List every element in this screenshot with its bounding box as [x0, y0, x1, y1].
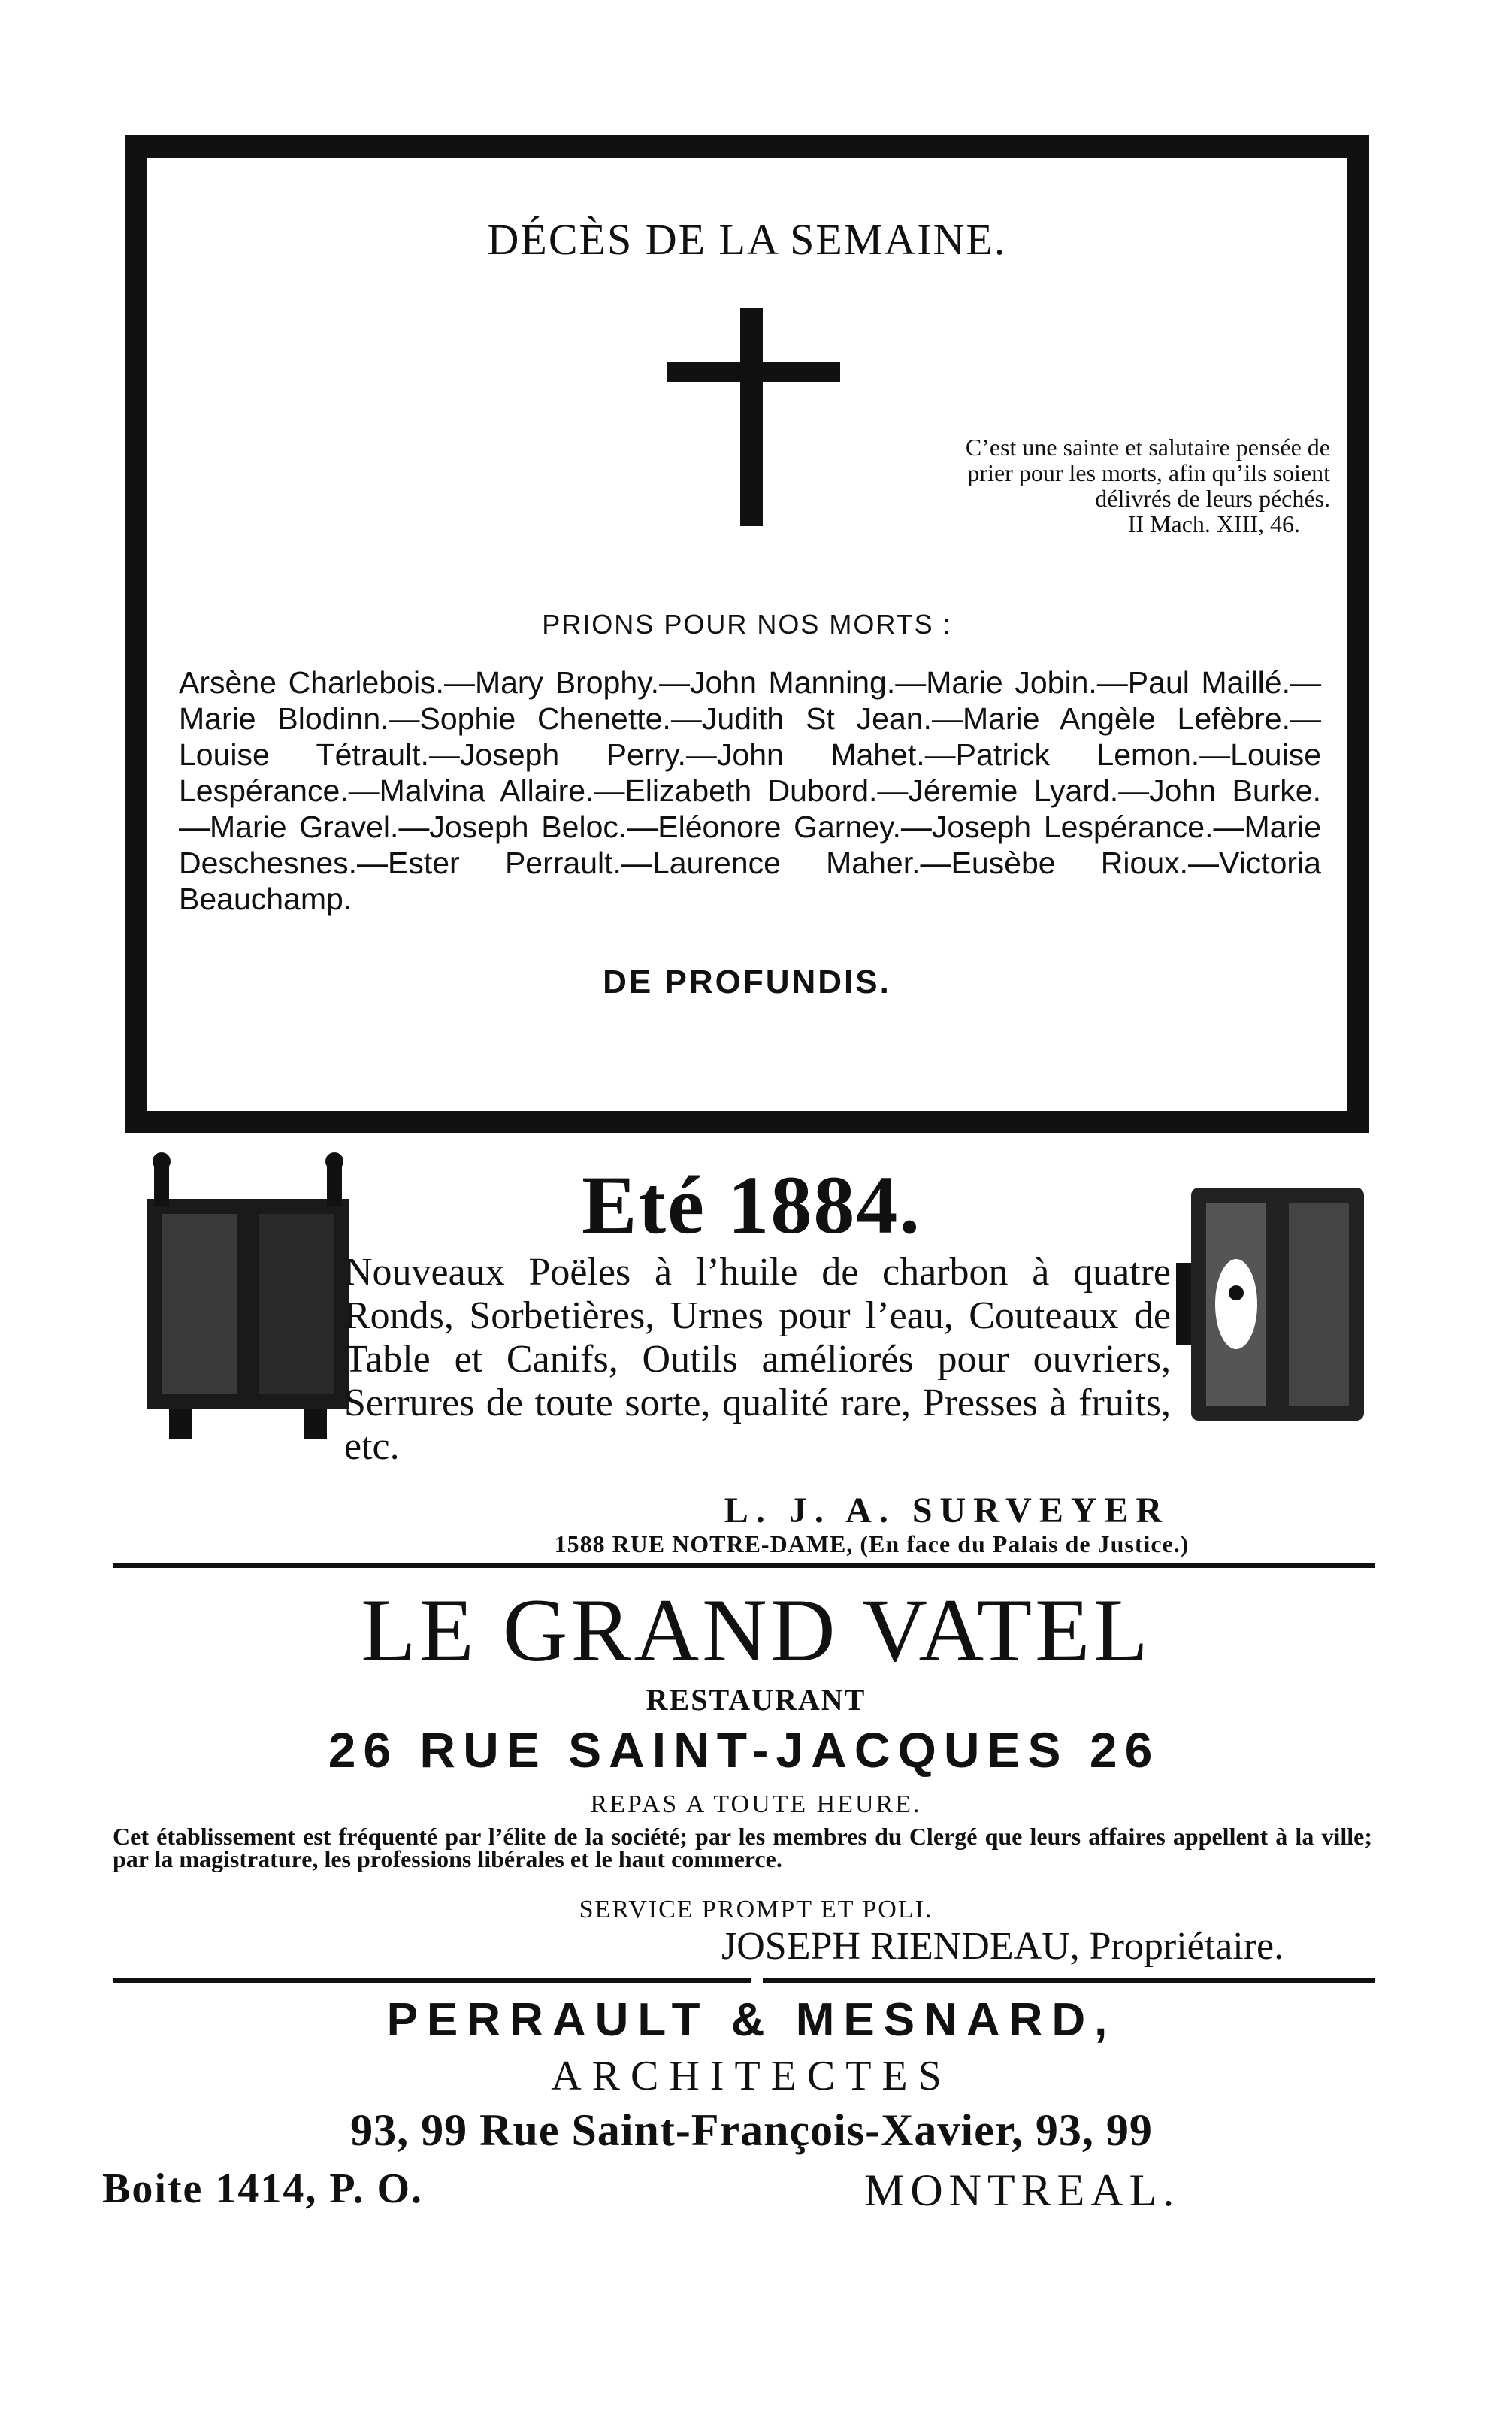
divider [113, 1978, 751, 1983]
perrault-profession: ARCHITECTES [551, 2053, 952, 2099]
surveyer-address: 1588 RUE NOTRE-DAME, (En face du Palais de Justice.) [554, 1530, 1190, 1557]
quote-line: délivrés de leurs péchés. [1095, 485, 1330, 512]
ete-body: Nouveaux Poëles à l’huile de charbon à quatre Ronds, Sorbetières, Urnes pour l’eau, Couteaux de Table et Canifs, Outils améliorés pour ouvriers, Serrures de toute sorte, qualité rare, Presses à fruits, etc. [344, 1251, 1171, 1468]
deceased-names-list: Arsène Charlebois.—Mary Brophy.—John Manning.—Marie Jobin.—Paul Maillé.—Marie Blodinn.—Sophie Chenette.—Judith St Jean.—Marie Angèle Lefèbre.—Louise Tétrault.—Joseph Perry.—John Mahet.—Patrick Lemon.—Louise Lespérance.—Malvina Allaire.—Elizabeth Dubord.—Jéremie Lyard.—John Burke.—Marie Gravel.—Joseph Beloc.—Eléonore Garney.—Joseph Lespérance.—Marie Deschesnes.—Ester Perrault.—Laurence Maher.—Eusèbe Rioux.—Victoria Beauchamp. [179, 665, 1321, 916]
vatel-address: 26 RUE SAINT-JACQUES 26 [328, 1722, 1160, 1778]
lock-illustration-icon [1176, 1173, 1379, 1443]
surveyer-name: L. J. A. SURVEYER [724, 1490, 1170, 1530]
divider [763, 1978, 1375, 1983]
cross-icon-bar [667, 362, 840, 382]
vatel-description: Cet établissement est fréquenté par l’élite de la société; par les membres du Clergé que leurs affaires appellent à la ville; par la magistrature, les professions libérales et le haut commerce. [113, 1823, 1372, 1872]
de-profundis: DE PROFUNDIS. [603, 964, 891, 1000]
perrault-title: PERRAULT & MESNARD, [386, 1994, 1117, 2046]
quote-line: C’est une sainte et salutaire pensée de [965, 434, 1330, 461]
ete-headline: Eté 1884. [582, 1159, 921, 1251]
obituary-title: DÉCÈS DE LA SEMAINE. [487, 215, 1007, 264]
cross-icon [740, 308, 763, 526]
vatel-title: LE GRAND VATEL [361, 1580, 1151, 1680]
perrault-address: 93, 99 Rue Saint-François-Xavier, 93, 99 [350, 2105, 1153, 2155]
quote-line: prier pour les morts, afin qu’ils soient [967, 459, 1330, 486]
vatel-service: SERVICE PROMPT ET POLI. [579, 1896, 933, 1923]
divider [113, 1563, 1375, 1568]
prayer-heading: PRIONS POUR NOS MORTS : [542, 609, 952, 640]
scripture-quote [864, 434, 1330, 537]
vatel-kind: RESTAURANT [646, 1683, 866, 1717]
vatel-hours: REPAS A TOUTE HEURE. [590, 1790, 922, 1818]
perrault-box: Boite 1414, P. O. [102, 2165, 424, 2212]
perrault-city: MONTREAL. [864, 2165, 1181, 2215]
stove-illustration-icon [139, 1146, 357, 1447]
vatel-owner: JOSEPH RIENDEAU, Propriétaire. [721, 1925, 1284, 1968]
quote-reference: II Mach. XIII, 46. [1127, 510, 1300, 537]
